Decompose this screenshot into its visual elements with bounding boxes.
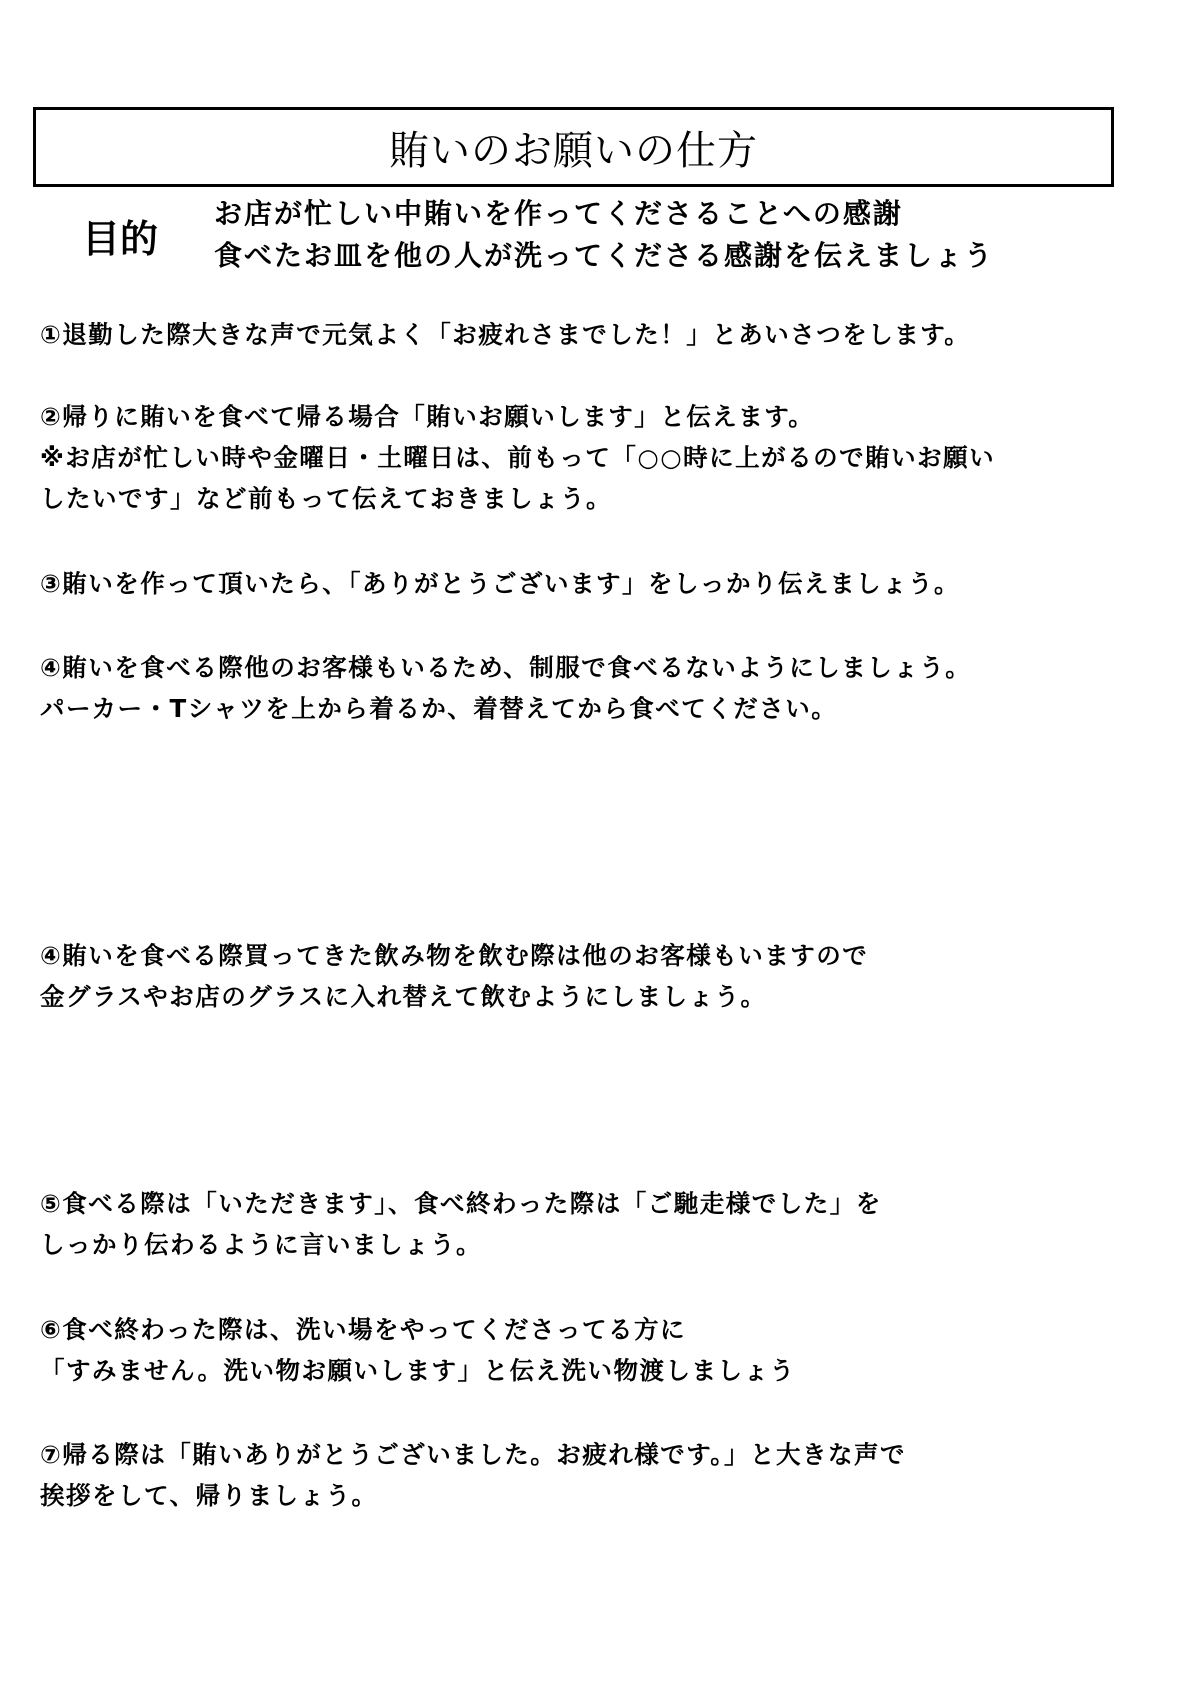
item-line: ③賄いを作って頂いたら、「ありがとうございます」をしっかり伝えましょう。 [40, 569, 960, 598]
item-line: ①退勤した際大きな声で元気よく「お疲れさまでした！」とあいさつをします。 [40, 320, 971, 349]
purpose-text [214, 193, 994, 277]
item-line: 金グラスやお店のグラスに入れ替えて飲むようにしましょう。 [40, 982, 767, 1011]
item-line: ⑥食べ終わった際は、洗い場をやってくださってる方に [40, 1315, 686, 1344]
purpose-line: お店が忙しい中賄いを作ってくださることへの感謝 [214, 197, 903, 230]
item-line: 「すみません。洗い物お願いします」と伝え洗い物渡しましょう [40, 1356, 796, 1385]
item-4a [40, 647, 971, 729]
purpose-line: 食べたお皿を他の人が洗ってくださる感謝を伝えましょう [214, 239, 995, 272]
title-box [33, 107, 1114, 187]
item-4b [40, 935, 868, 1017]
item-3 [40, 563, 960, 604]
item-line: ⑦帰る際は「賄いありがとうございました。お疲れ様です。」と大きな声で [40, 1440, 907, 1469]
item-line: 挨拶をして、帰りましょう。 [40, 1481, 378, 1510]
item-7 [40, 1434, 906, 1516]
item-line: ②帰りに賄いを食べて帰る場合「賄いお願いします」と伝えます。 [40, 402, 815, 431]
item-line: しっかり伝わるように言いましょう。 [40, 1230, 482, 1259]
purpose-label: 目的 [82, 217, 159, 261]
item-6 [40, 1309, 795, 1391]
item-line: ⑤食べる際は「いただきます」、食べ終わった際は「ご馳走様でした」を [40, 1189, 882, 1218]
item-line: ④賄いを食べる際買ってきた飲み物を飲む際は他のお客様もいますので [40, 941, 869, 970]
item-2 [40, 396, 995, 519]
item-5 [40, 1183, 882, 1265]
item-line: ※お店が忙しい時や金曜日・土曜日は、前もって「○○時に上がるので賄いお願い [40, 443, 996, 472]
item-line: パーカー・Tシャツを上から着るか、着替えてから食べてください。 [40, 694, 838, 723]
item-1 [40, 314, 970, 355]
item-line: したいです」など前もって伝えておきましょう。 [40, 484, 612, 513]
item-line: ④賄いを食べる際他のお客様もいるため、制服で食べるないようにしましょう。 [40, 653, 972, 682]
page-title: 賄いのお願いの仕方 [389, 127, 758, 174]
